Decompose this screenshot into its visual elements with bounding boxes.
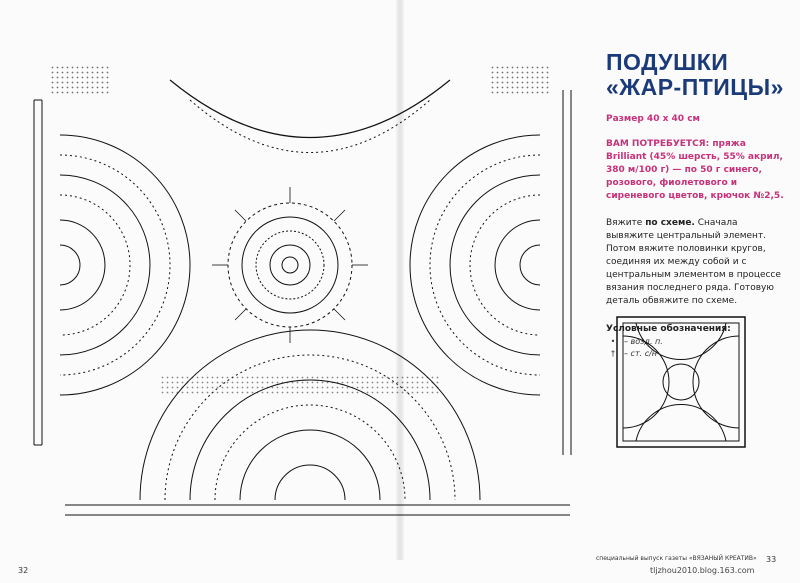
cross-icon: †	[611, 349, 615, 358]
bottom-border-stitches	[65, 505, 570, 515]
legend-label: – возд. п.	[624, 337, 663, 346]
bottom-half-circle	[140, 330, 480, 500]
left-half-circle	[60, 135, 190, 395]
size-line: Размер 40 х 40 см	[606, 114, 700, 124]
right-half-circle	[410, 135, 540, 395]
watermark-text: tljzhou2010.blog.163.com	[650, 566, 755, 575]
publication-line: специальный выпуск газеты «ВЯЗАНЫЙ КРЕАТИВ»	[596, 555, 757, 562]
left-border-stitches	[34, 100, 42, 445]
assembly-diagram	[616, 316, 746, 448]
page-number-left: 32	[18, 566, 29, 575]
article-title: ПОДУШКИ «ЖАР-ПТИЦЫ»	[606, 49, 784, 100]
page-number-right: 33	[766, 555, 777, 564]
top-arc	[170, 80, 450, 138]
article-text	[606, 50, 786, 358]
legend-label: – ст. с/н	[624, 349, 658, 358]
instructions-paragraph: Вяжите по схеме. Сначала вывяжите центральный элемент. Потом вяжите половинки кругов, соединяя их между собой и с центральным элементом в процессе вязания последнего ряда. Готовую деталь обвяжите по схеме.	[606, 218, 781, 306]
materials-paragraph: ВАМ ПОТРЕБУЕТСЯ: пряжа Brilliant (45% шерсть, 55% акрил, 380 м/100 г) — по 50 г синего, розового, фиолетового и сиреневого цветов, крючок №2,5.	[606, 139, 784, 201]
dot-icon: •	[610, 337, 616, 346]
legend-title: Условные обозначения:	[606, 324, 731, 334]
right-border-stitches	[563, 90, 571, 455]
central-motif	[212, 187, 368, 343]
crochet-chart	[20, 45, 590, 525]
